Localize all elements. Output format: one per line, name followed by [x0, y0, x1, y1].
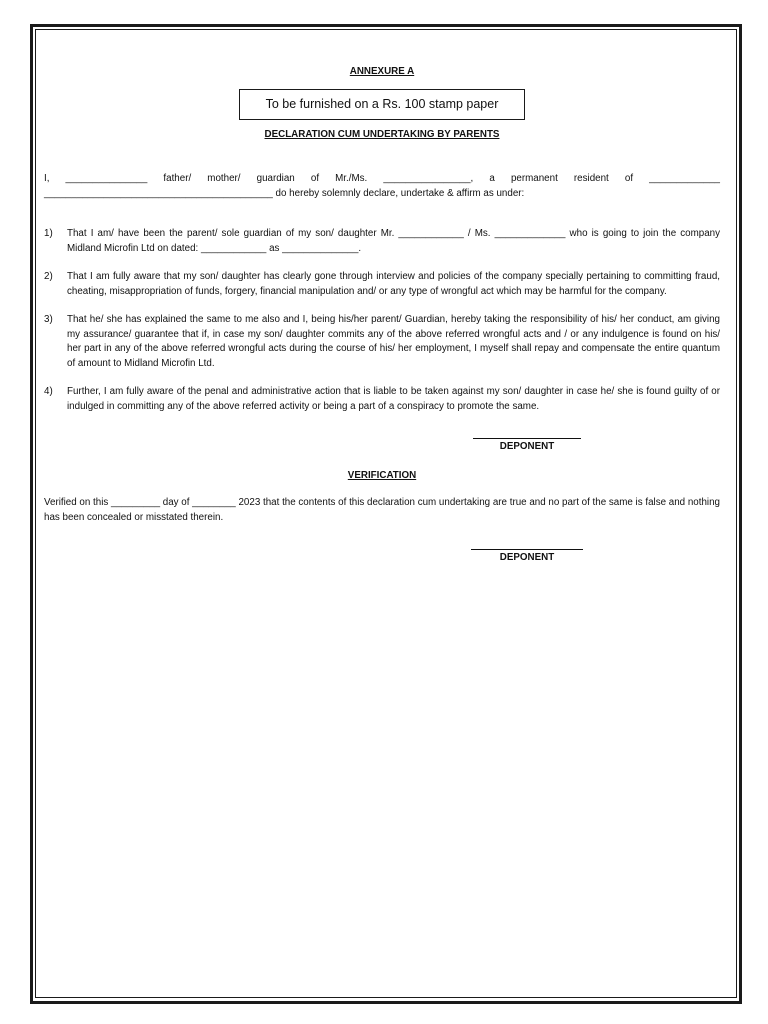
document-content	[44, 60, 720, 566]
verification-text: Verified on this _________ day of ________ 2023 that the contents of this declaration cum undertaking are true and no part of the same is false and nothing has been concealed or misstated therein.	[44, 497, 720, 523]
declaration-points-list	[44, 227, 720, 414]
point-number: 1)	[44, 228, 53, 239]
point-text: That I am fully aware that my son/ daughter has clearly gone through interview and policies of the company specially pertaining to committing fraud, cheating, misappropriation of funds, forgery, financial manipulation and/ or any type of wrongful act which may be harmful for the company.	[67, 271, 720, 297]
deponent-label: DEPONENT	[499, 441, 555, 452]
point-number: 2)	[44, 271, 53, 282]
verification-heading: VERIFICATION	[347, 469, 417, 481]
intro-line-2: __________________________________________ do hereby solemnly declare, undertake & affirm as under:	[44, 187, 525, 199]
point-text: Further, I am fully aware of the penal and administrative action that is liable to be taken against my son/ daughter in case he/ she is found guilty of or indulged in committing any of the above referred activity or being a part of a conspiracy to promote the same.	[67, 386, 720, 412]
stamp-paper-note: To be furnished on a Rs. 100 stamp paper	[265, 96, 499, 111]
intro-paragraph	[44, 172, 720, 201]
signature-line	[473, 428, 581, 439]
point-number: 4)	[44, 386, 53, 397]
point-text: That he/ she has explained the same to me also and I, being his/her parent/ Guardian, hereby taking the responsibility of his/ her conduct, am giving my assurance/ guarantee that if, in case my son/ daughter commits any of the above referred wrongful acts and / or any indulgence is found on his/ her part in any of the above referred wrongful acts during the course of his/ her employment, I myself shall repay and compensate the entire quantum of amount to Midland Microfin Ltd.	[67, 314, 720, 369]
signature-line-2	[471, 541, 583, 550]
declaration-point	[44, 313, 720, 371]
point-number: 3)	[44, 314, 53, 325]
declaration-point	[44, 227, 720, 256]
deponent-label-2: DEPONENT	[499, 552, 555, 563]
declaration-point	[44, 385, 720, 414]
declaration-title: DECLARATION CUM UNDERTAKING BY PARENTS	[264, 128, 500, 140]
declaration-point	[44, 270, 720, 299]
intro-line-1: I, _______________ father/ mother/ guardian of Mr./Ms. ________________, a permanent resident of _____________	[44, 173, 720, 184]
deponent-signature-block	[472, 428, 582, 455]
annexure-heading: ANNEXURE A	[349, 66, 415, 77]
point-text: That I am/ have been the parent/ sole guardian of my son/ daughter Mr. ____________ / Ms. _____________ who is going to join the company Midland Microfin Ltd on dated: ____________ as ______________.	[67, 228, 720, 254]
stamp-paper-note-box	[239, 89, 525, 120]
deponent-signature-block-2	[470, 541, 584, 566]
